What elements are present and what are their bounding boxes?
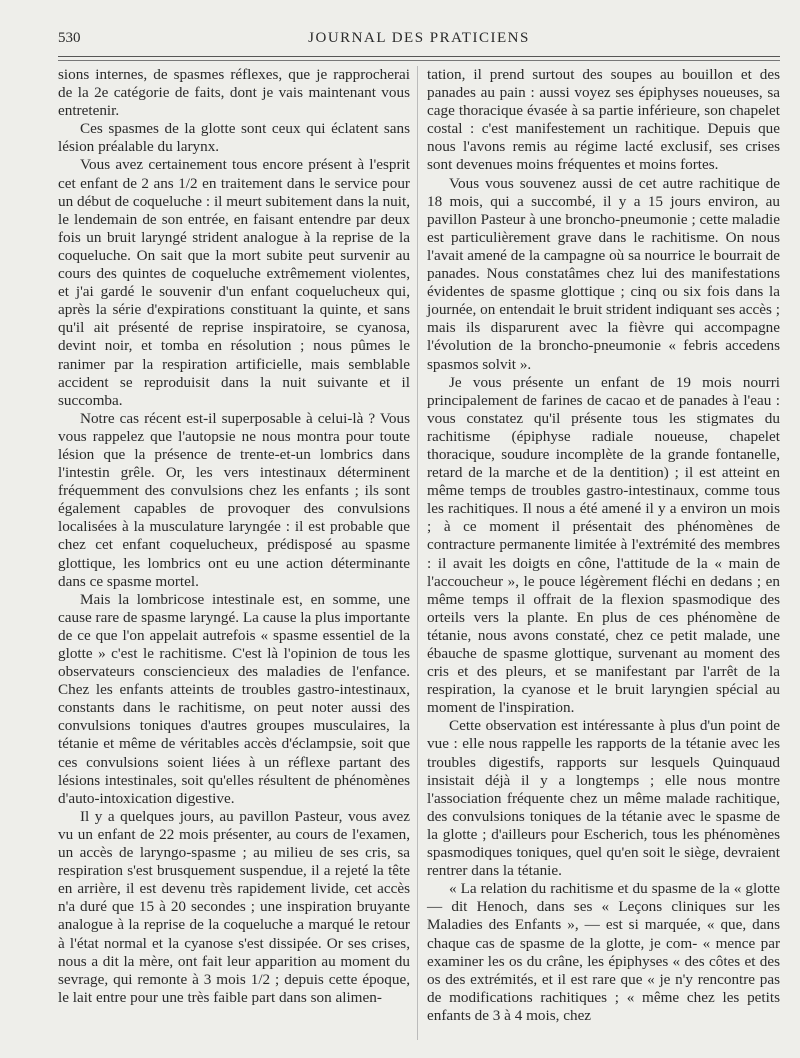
page-number: 530 — [58, 30, 81, 46]
column-divider — [417, 66, 418, 1040]
left-column-paragraph: Vous avez certainement tous encore présent à l'esprit cet enfant de 2 ans 1/2 en traitement dans le service pour un début de coqueluche : il meurt subitement dans la nuit, le lendemain de son entrée, en faisant entendre par deux fois un bruit laryngé strident analogue à la reprise de la coqueluche. On sait que la mort subite peut survenir au cours des quintes de coqueluche extrêmement violentes, et j'ai gardé le souvenir d'un enfant coquelucheux qui, après la série d'expirations constituant la quinte, et sans qu'il ait présenté de reprise inspiratoire, se cyanosa, devint noir, et tomba en résolution ; nous pûmes le ranimer par la respiration artificielle, mais semblable accident se reproduisit dans la nuit suivante et il succomba. — [58, 156, 410, 409]
page-header — [58, 30, 780, 52]
right-column-paragraph: Je vous présente un enfant de 19 mois nourri principalement de farines de cacao et de panades à l'eau : vous constatez qu'il présente tous les stigmates du rachitisme (épiphyse radiale noueuse, chapelet thoracique, soudure incomplète de la grande fontanelle, retard de la marche et de la dentition) ; il est atteint en même temps de troubles gastro-intestinaux, comme tous les rachitiques. Il nous a été amené il y a environ un mois ; à ce moment il présentait des phénomènes de contracture permanente limitée à l'extrémité des membres : il avait les doigts en cône, l'attitude de la « main de l'accoucheur », le pouce légèrement fléchi en dedans ; en même temps il offrait de la flexion spasmodique des orteils vers la plante. En plus de ces phénomène de tétanie, nous avons constaté, chez ce petit malade, une ébauche de spasme glottique, survenant au moment des cris et des pleurs, et se manifestant par l'arrêt de la respiration, la cyanose et le bruit laryngien spécial au moment de l'inspiration. — [427, 373, 780, 717]
left-column-paragraph: sions internes, de spasmes réflexes, que je rapprocherai de la 2e catégorie de faits, dont je vais maintenant vous entretenir. — [58, 66, 410, 120]
right-column — [427, 66, 780, 1025]
journal-title: JOURNAL DES PRATICIENS — [308, 30, 530, 46]
left-column-paragraph: Il y a quelques jours, au pavillon Pasteur, vous avez vu un enfant de 22 mois présenter, au cours de l'examen, un accès de laryngo-spasme ; au milieu de ses cris, sa respiration s'est brusquement suspendue, il a rejeté la tête en arrière, il est devenu très rapidement livide, cet accès n'a duré que 15 à 20 secondes ; une inspiration bruyante analogue à la reprise de la coqueluche a marqué le retour à l'état normal et la cyanose s'est dissipée. Or ses crises, nous a dit la mère, ont fait leur apparition au moment du sevrage, qui remonte à 3 mois 1/2 ; depuis cette époque, le lait entre pour une très faible part dans son alimen- — [58, 807, 410, 1006]
left-column-paragraph: Ces spasmes de la glotte sont ceux qui éclatent sans lésion préalable du larynx. — [58, 120, 410, 156]
right-column-paragraph: tation, il prend surtout des soupes au bouillon et des panades au pain : aussi voyez ses épiphyses noueuses, sa cage thoracique évasée à sa partie inférieure, son chapelet costal : c'est manifestement un rachitique. Depuis que nous l'avons remis au régime lacté exclusif, ses crises sont devenues moins fréquentes et moins fortes. — [427, 66, 780, 174]
left-column-paragraph: Notre cas récent est-il superposable à celui-là ? Vous vous rappelez que l'autopsie ne nous montra pour toute lésion que la présence de trente-et-un lombrics dans l'intestin grêle. Or, les vers intestinaux déterminent fréquemment des convulsions chez les enfants ; ils sont également capables de provoquer des convulsions localisées à la musculature laryngée : il est probable que chez cet enfant coquelucheux, prédisposé au spasme glottique, les lombrics ont eu une action déterminante dans ce spasme mortel. — [58, 409, 410, 590]
right-column-paragraph: « La relation du rachitisme et du spasme de la « glotte — dit Henoch, dans ses « Leçons cliniques sur les Maladies des Enfants », — est si marquée, « que, dans chaque cas de spasme de la glotte, je com- « mence par examiner les os du crâne, les épiphyses « des côtes et des os des extrémités, et il est rare que « je n'y rencontre pas de modifications rachitiques ; « même chez les petits enfants de 3 à 4 mois, chez — [427, 880, 780, 1024]
right-column-paragraph: Vous vous souvenez aussi de cet autre rachitique de 18 mois, qui a succombé, il y a 15 jours environ, au pavillon Pasteur à une broncho-pneumonie ; cette maladie est particulièrement grave dans le rachitisme. On nous l'avait amené de la campagne où sa nourrice le bourrait de panades. Nous constatâmes chez lui des manifestations évidentes de spasme glottique ; cinq ou six fois dans la journée, on entendait le bruit strident indiquant ses accès ; mais ils disparurent avec la fièvre qui accompagne l'évolution de la broncho-pneumonie « febris accedens spasmos solvit ». — [427, 174, 780, 373]
left-column — [58, 66, 410, 1007]
header-rule — [58, 56, 780, 61]
right-column-paragraph: Cette observation est intéressante à plus d'un point de vue : elle nous rappelle les rapports de la tétanie avec les troubles digestifs, rapports sur lesquels Quinquaud insistait déjà il y a longtemps ; elle nous montre l'association fréquente chez un même malade rachitique, des convulsions toniques de la tétanie avec le spasme de la glotte ; d'ailleurs pour Escherich, tous les phénomènes spasmodiques toniques, quel qu'en soit le siège, devraient rentrer dans la tétanie. — [427, 717, 780, 880]
left-column-paragraph: Mais la lombricose intestinale est, en somme, une cause rare de spasme laryngé. La cause la plus importante de ce que l'on appelait autrefois « spasme essentiel de la glotte » c'est le rachitisme. C'est là l'opinion de tous les observateurs consciencieux des maladies de l'enfance. Chez les enfants atteints de troubles gastro-intestinaux, constants dans le rachitisme, on peut noter aussi des convulsions toniques d'autres groupes musculaires, la tétanie et même de véritables accès d'éclampsie, soit que ces convulsions soient liées à un réflexe partant des lésions intestinales, soit qu'elles résultent de phénomènes d'auto-intoxication digestive. — [58, 590, 410, 807]
